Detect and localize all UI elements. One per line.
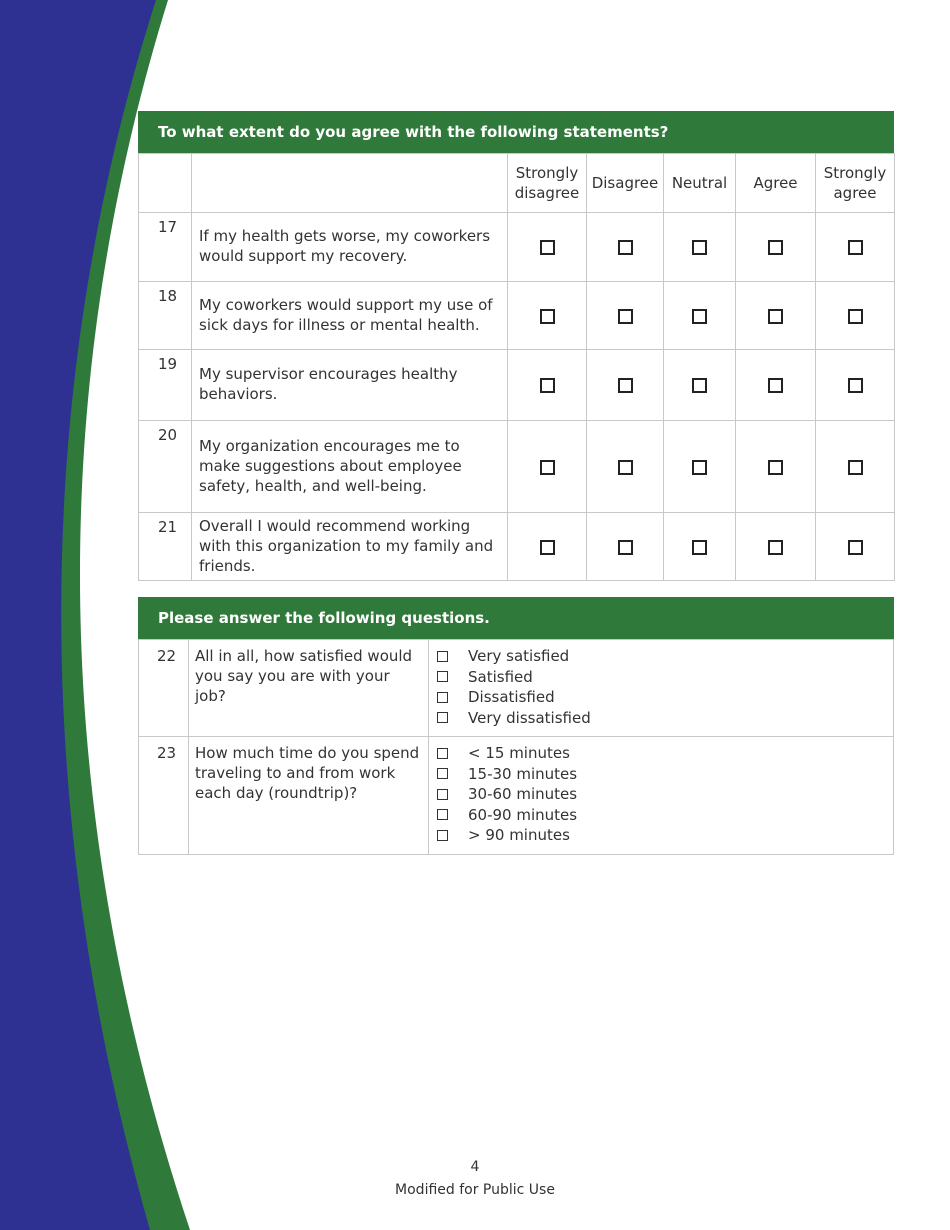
scale-header-disagree: Disagree [587,154,664,213]
item-statement: If my health gets worse, my coworkers would support my recovery. [192,213,508,282]
item-number: 21 [139,513,192,581]
answer-options [429,737,894,855]
checkbox-strongly-agree[interactable] [848,309,863,324]
checkbox[interactable] [437,748,448,759]
checkbox-neutral[interactable] [692,540,707,555]
checkbox-disagree[interactable] [618,460,633,475]
page-number: 4 [470,1159,480,1175]
table-row [139,640,894,737]
option-very-satisfied[interactable] [437,646,892,667]
checkbox-disagree[interactable] [618,309,633,324]
checkbox-strongly-agree[interactable] [848,378,863,393]
footer-note: Modified for Public Use [395,1182,555,1198]
table-row [139,350,895,421]
checkbox-strongly-agree[interactable] [848,240,863,255]
checkbox-strongly-disagree[interactable] [540,240,555,255]
checkbox-disagree[interactable] [618,378,633,393]
option-very-dissatisfied[interactable] [437,708,892,729]
questions-section-header: Please answer the following questions. [138,597,894,639]
option-label: 60-90 minutes [468,805,578,824]
option-label: Satisfied [468,667,533,686]
question-text: How much time do you spend traveling to and from work each day (roundtrip)? [189,737,429,855]
question-number: 23 [139,737,189,855]
option-label: > 90 minutes [468,826,570,845]
scale-header-neutral: Neutral [664,154,736,213]
likert-table [138,153,895,581]
option-label: < 15 minutes [468,744,570,763]
item-statement: Overall I would recommend working with this organization to my family and friends. [192,513,508,581]
option-60-90-minutes[interactable] [437,805,892,826]
checkbox-agree[interactable] [768,240,783,255]
checkbox-strongly-agree[interactable] [848,460,863,475]
option-under-15-minutes[interactable] [437,743,892,764]
item-number: 20 [139,421,192,513]
checkbox-neutral[interactable] [692,309,707,324]
checkbox-disagree[interactable] [618,540,633,555]
checkbox[interactable] [437,789,448,800]
blank-header [139,154,192,213]
question-number: 22 [139,640,189,737]
table-row [139,213,895,282]
table-row [139,737,894,855]
answer-options [429,640,894,737]
checkbox-strongly-disagree[interactable] [540,460,555,475]
scale-header-agree: Agree [736,154,816,213]
option-label: Very dissatisfied [468,708,591,727]
checkbox-disagree[interactable] [618,240,633,255]
table-row [139,282,895,350]
likert-section-header: To what extent do you agree with the following statements? [138,111,894,153]
option-label: Very satisfied [468,647,570,666]
question-text: All in all, how satisfied would you say you are with your job? [189,640,429,737]
table-row [139,513,895,581]
checkbox[interactable] [437,692,448,703]
option-15-30-minutes[interactable] [437,764,892,785]
checkbox-agree[interactable] [768,378,783,393]
checkbox[interactable] [437,768,448,779]
checkbox-neutral[interactable] [692,460,707,475]
option-over-90-minutes[interactable] [437,825,892,846]
checkbox[interactable] [437,809,448,820]
checkbox-neutral[interactable] [692,240,707,255]
scale-header-strongly-disagree: Strongly disagree [508,154,587,213]
table-row [139,421,895,513]
option-30-60-minutes[interactable] [437,784,892,805]
checkbox-strongly-disagree[interactable] [540,540,555,555]
option-label: 30-60 minutes [468,785,578,804]
option-label: 15-30 minutes [468,764,578,783]
checkbox-strongly-disagree[interactable] [540,378,555,393]
option-dissatisfied[interactable] [437,687,892,708]
checkbox-neutral[interactable] [692,378,707,393]
option-label: Dissatisfied [468,688,555,707]
item-number: 18 [139,282,192,350]
item-number: 19 [139,350,192,421]
checkbox-strongly-agree[interactable] [848,540,863,555]
checkbox[interactable] [437,651,448,662]
item-statement: My coworkers would support my use of sick days for illness or mental health. [192,282,508,350]
blank-header [192,154,508,213]
checkbox[interactable] [437,830,448,841]
checkbox[interactable] [437,712,448,723]
item-statement: My supervisor encourages healthy behaviors. [192,350,508,421]
checkbox-agree[interactable] [768,460,783,475]
checkbox-agree[interactable] [768,540,783,555]
checkbox-strongly-disagree[interactable] [540,309,555,324]
checkbox[interactable] [437,671,448,682]
questions-table [138,639,894,855]
likert-header-row [139,154,895,213]
checkbox-agree[interactable] [768,309,783,324]
option-satisfied[interactable] [437,667,892,688]
scale-header-strongly-agree: Strongly agree [816,154,895,213]
item-statement: My organization encourages me to make suggestions about employee safety, health, and well-being. [192,421,508,513]
item-number: 17 [139,213,192,282]
